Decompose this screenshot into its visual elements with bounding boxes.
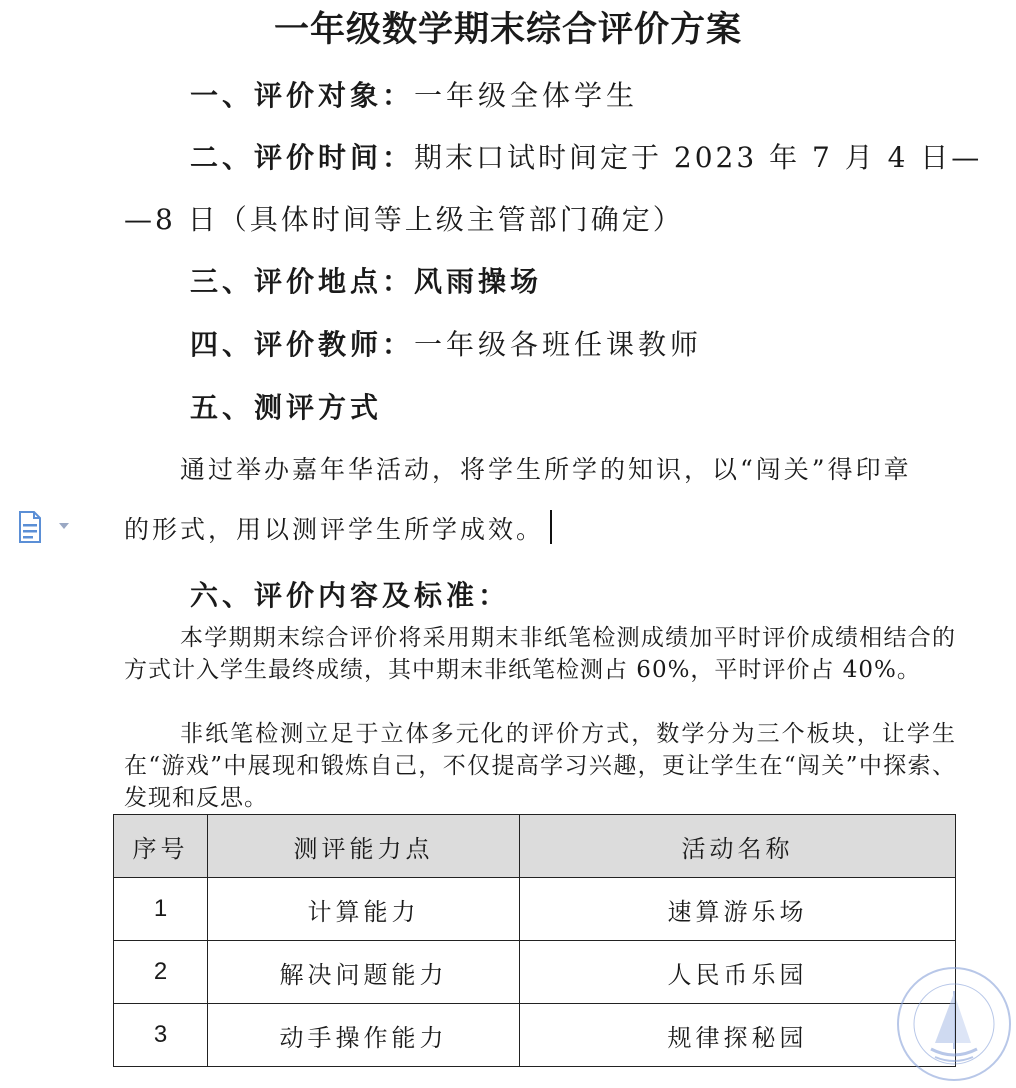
table-header-row	[114, 815, 956, 878]
column-header: 活动名称	[520, 815, 956, 878]
row-number: 3	[114, 1004, 208, 1067]
section-label: 三、评价地点：	[190, 265, 415, 298]
section-location	[190, 260, 542, 300]
chevron-down-icon[interactable]	[59, 523, 69, 529]
method-line-2-text: 的形式，用以测评学生所学成效。	[124, 515, 545, 544]
table-row	[114, 941, 956, 1004]
ability-cell: 动手操作能力	[208, 1004, 520, 1067]
school-seal-icon	[895, 965, 1013, 1083]
document-paste-icon[interactable]	[18, 510, 48, 544]
section-label: 四、评价教师：	[190, 328, 415, 361]
section-time-continued: —8 日（具体时间等上级主管部门确定）	[124, 203, 684, 236]
method-line-1: 通过举办嘉年华活动，将学生所学的知识，以“闯关”得印章	[180, 455, 912, 484]
column-header: 序号	[114, 815, 208, 878]
section-teachers	[190, 323, 702, 363]
activity-cell: 人民币乐园	[520, 941, 956, 1004]
section-value: 一年级各班任课教师	[414, 328, 703, 361]
ability-cell: 计算能力	[208, 878, 520, 941]
section-label: 五、测评方式	[190, 391, 383, 424]
section-label: 二、评价时间：	[190, 141, 415, 174]
section-value: 期末口试时间定于 2023 年 7 月 4 日—	[414, 141, 983, 174]
text-cursor	[550, 510, 552, 544]
evaluation-table	[113, 814, 956, 1067]
section-content	[190, 574, 510, 614]
column-header: 测评能力点	[208, 815, 520, 878]
section-target	[190, 74, 638, 114]
table-row	[114, 1004, 956, 1067]
section-value: 一年级全体学生	[414, 79, 639, 112]
method-line-2	[124, 510, 552, 546]
section-time	[190, 136, 982, 176]
content-paragraph-1: 本学期期末综合评价将采用期末非纸笔检测成绩加平时评价成绩相结合的方式计入学生最终成绩，其中期末非纸笔检测占 60%，平时评价占 40%。	[124, 625, 956, 683]
content-paragraph-2: 非纸笔检测立足于立体多元化的评价方式，数学分为三个板块，让学生在“游戏”中展现和锻炼自己，不仅提高学习兴趣，更让学生在“闯关”中探索、发现和反思。	[124, 721, 956, 811]
activity-cell: 规律探秘园	[520, 1004, 956, 1067]
section-label: 六、评价内容及标准：	[190, 579, 511, 612]
table-row	[114, 878, 956, 941]
section-method	[190, 386, 382, 426]
row-number: 1	[114, 878, 208, 941]
section-value: 风雨操场	[414, 265, 543, 298]
activity-cell: 速算游乐场	[520, 878, 956, 941]
section-label: 一、评价对象：	[190, 79, 415, 112]
ability-cell: 解决问题能力	[208, 941, 520, 1004]
row-number: 2	[114, 941, 208, 1004]
page-title: 一年级数学期末综合评价方案	[273, 9, 742, 50]
